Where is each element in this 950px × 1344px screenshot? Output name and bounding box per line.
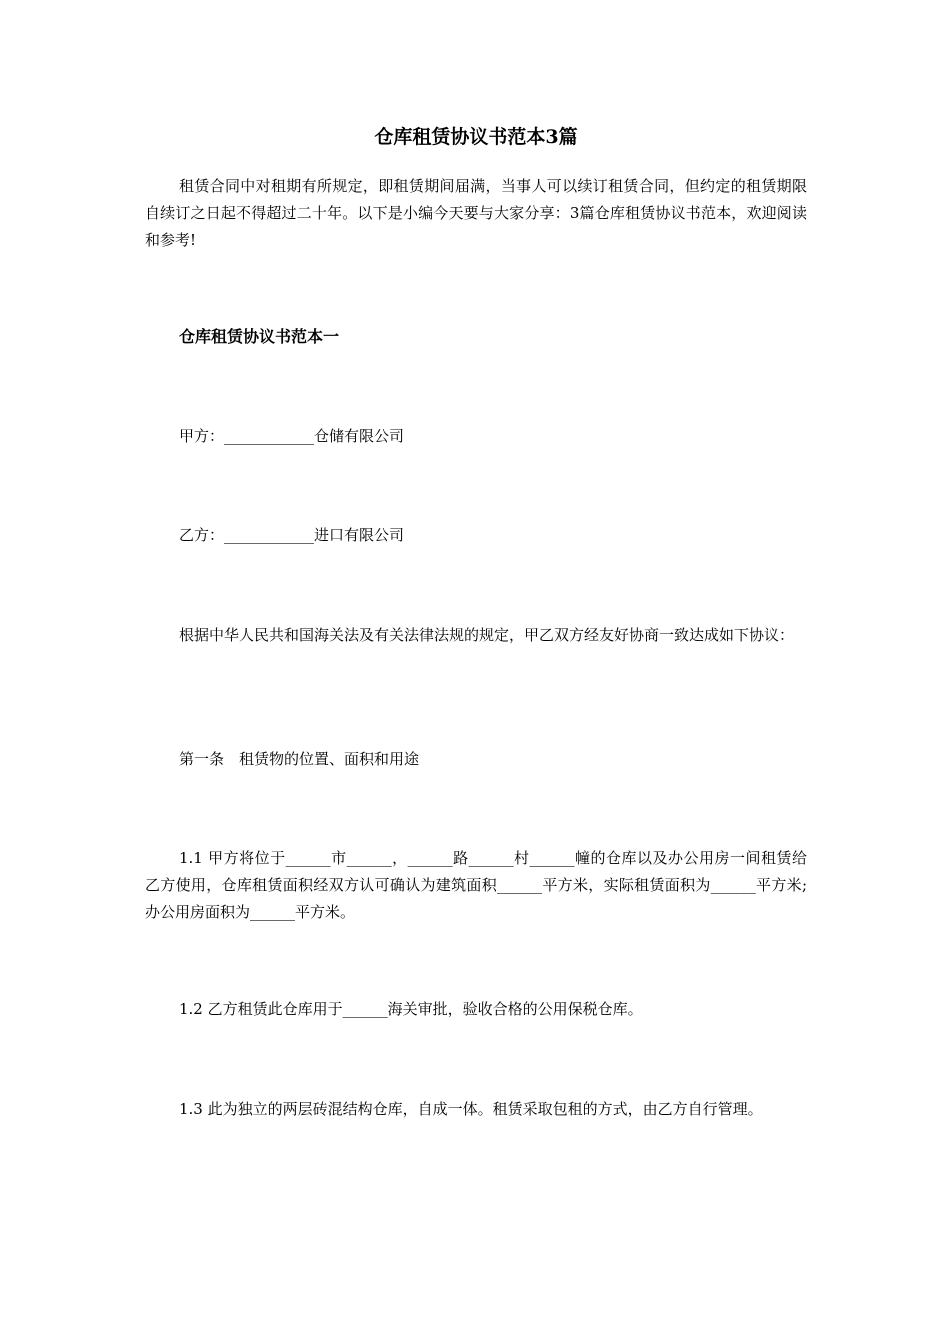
intro-paragraph: 租赁合同中对租期有所规定，即租赁期间届满，当事人可以续订租赁合同，但约定的租赁期限自续订之日起不得超过二十年。以下是小编今天要与大家分享：3篇仓库租赁协议书范本，欢迎阅读和参考! — [145, 177, 807, 249]
document-page — [145, 0, 807, 1344]
article-1-heading: 第一条 租赁物的位置、面积和用途 — [179, 750, 420, 768]
party-b-line: 乙方：____________进口有限公司 — [179, 526, 405, 544]
document-title: 仓库租赁协议书范本3篇 — [374, 126, 578, 148]
clause-1-1: 1.1 甲方将位于______市______，______路______村______幢的仓库以及办公用房一间租赁给乙方使用，仓库租赁面积经双方认可确认为建筑面积______平方米，实际租赁面积为______平方米;办公用房面积为______平方米。 — [145, 849, 807, 921]
section-heading: 仓库租赁协议书范本一 — [179, 327, 340, 346]
preamble-paragraph: 根据中华人民共和国海关法及有关法律法规的规定，甲乙双方经友好协商一致达成如下协议： — [179, 626, 795, 644]
clause-1-3: 1.3 此为独立的两层砖混结构仓库，自成一体。租赁采取包租的方式，由乙方自行管理。 — [179, 1100, 763, 1118]
clause-1-2: 1.2 乙方租赁此仓库用于______海关审批，验收合格的公用保税仓库。 — [179, 1000, 643, 1018]
party-a-line: 甲方：____________仓储有限公司 — [179, 427, 405, 445]
